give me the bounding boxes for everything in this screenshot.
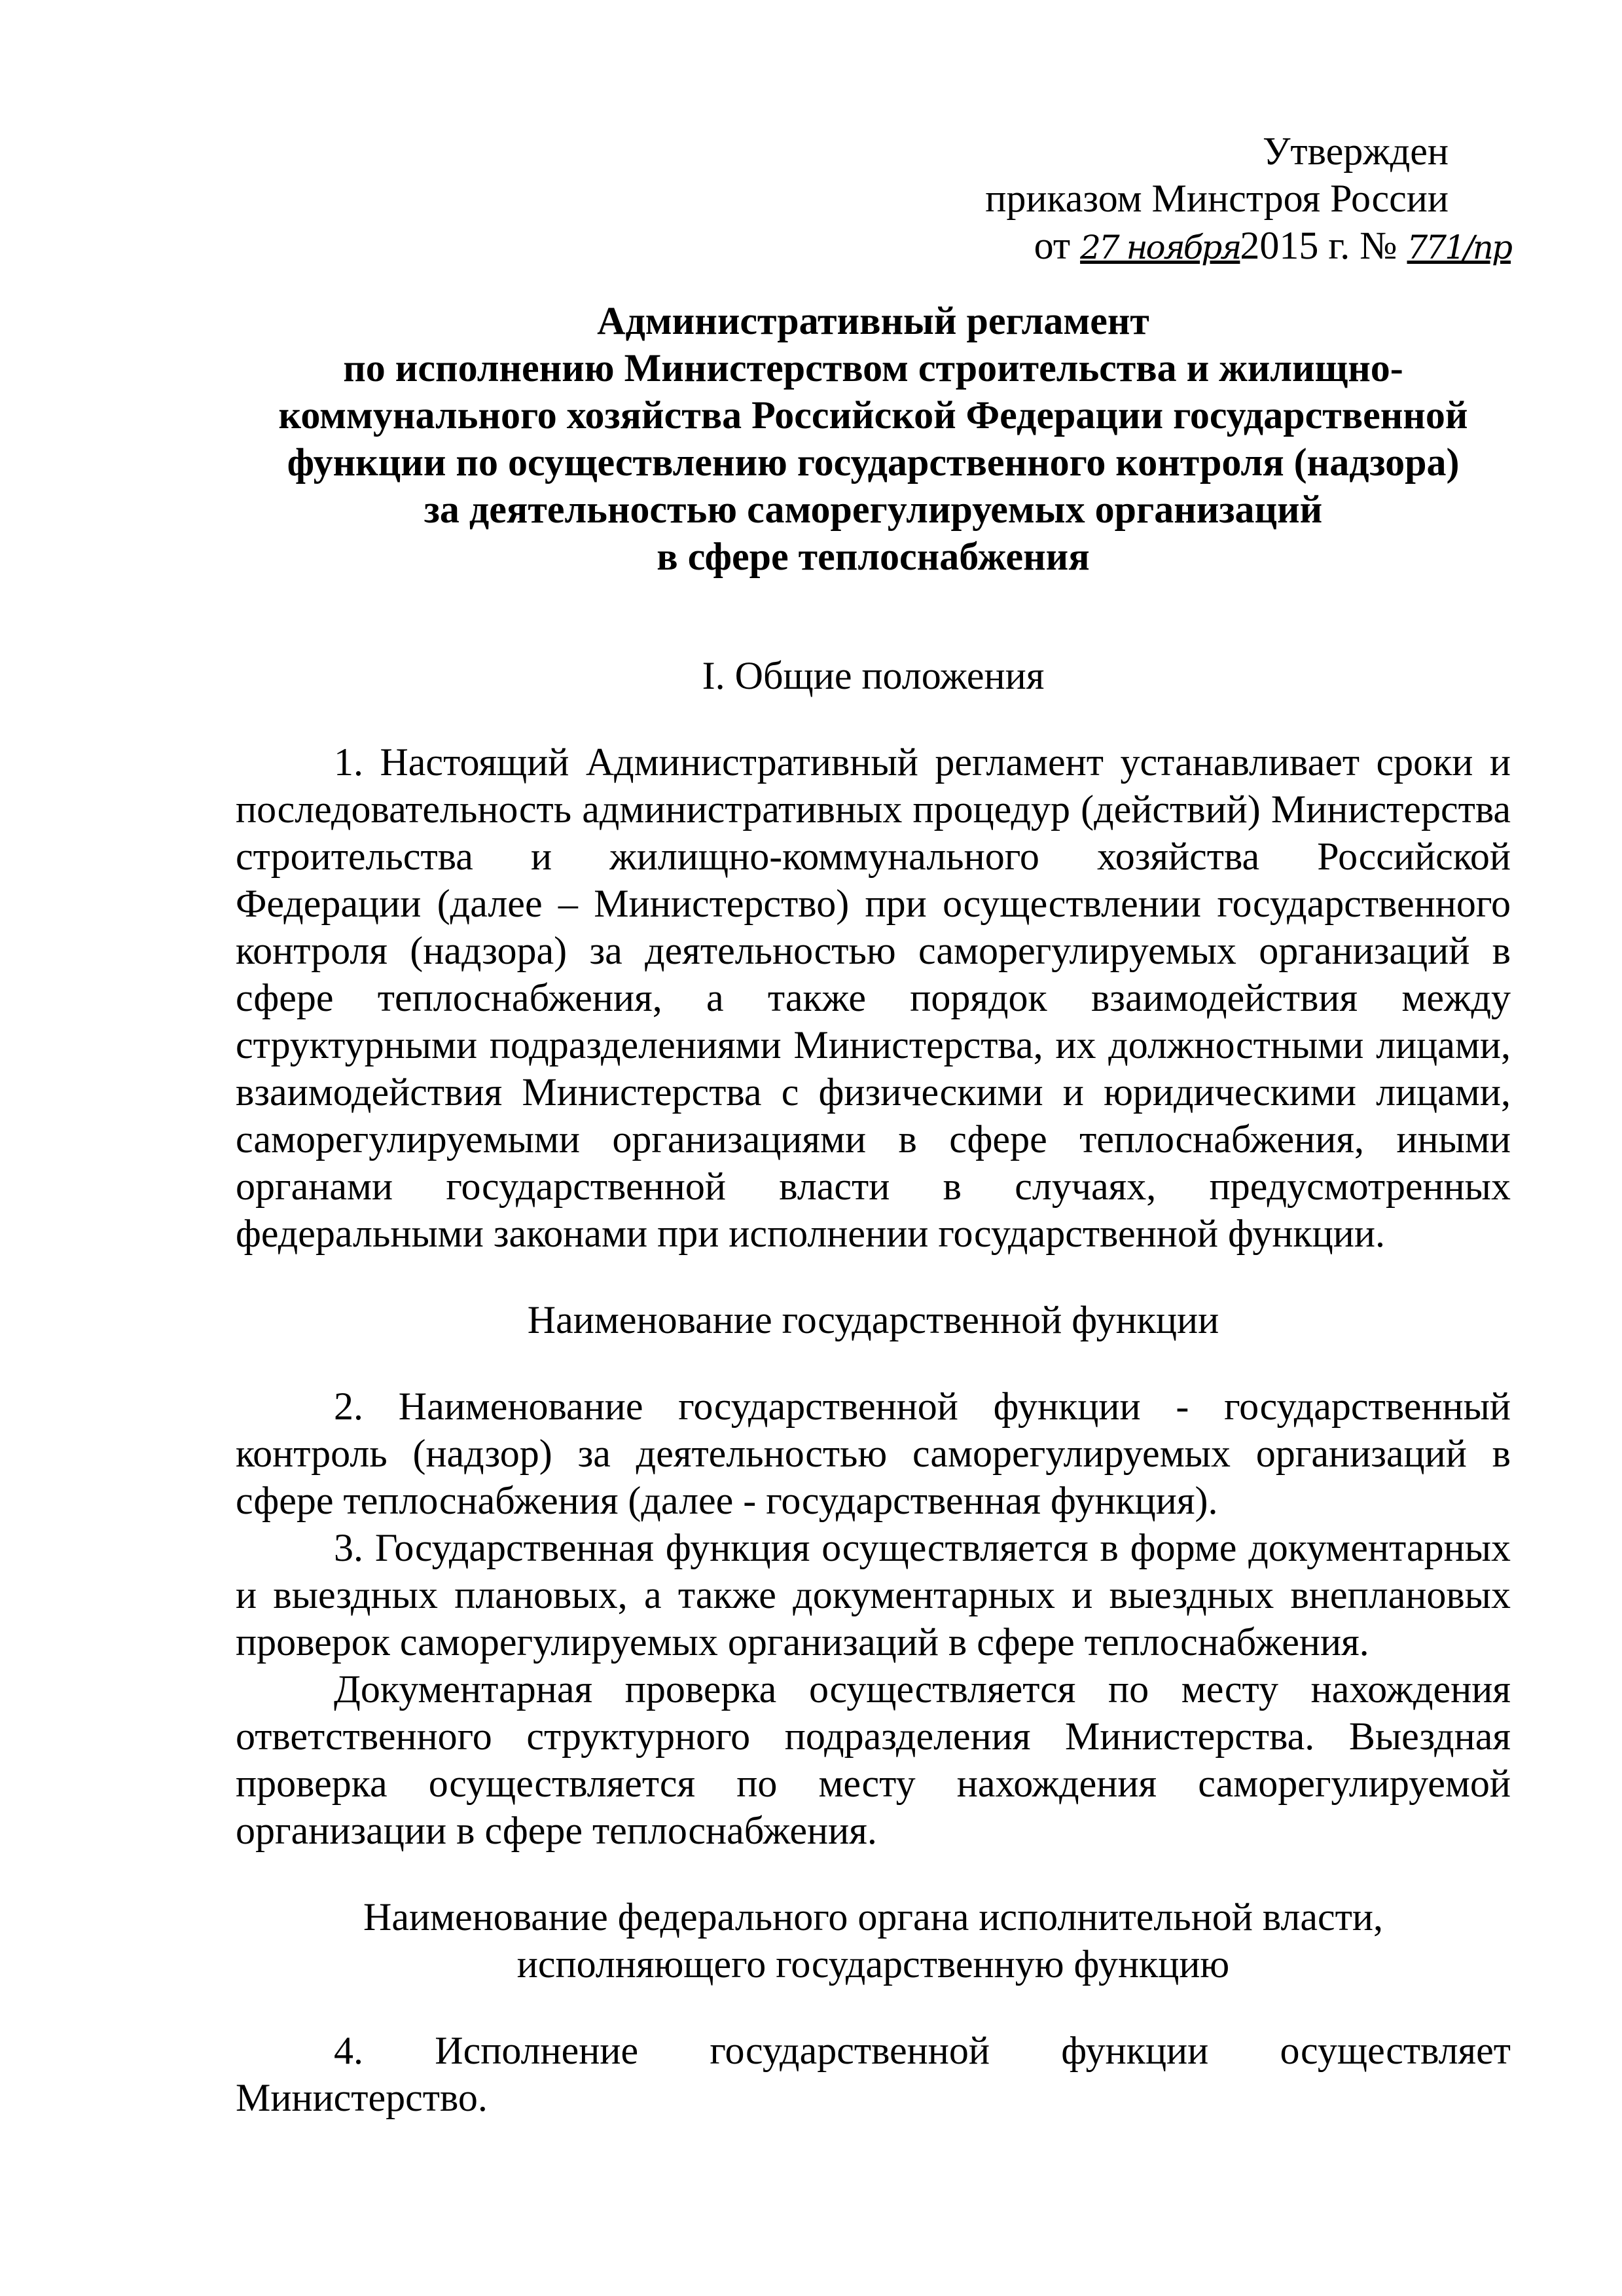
document-title	[236, 297, 1511, 580]
handwritten-number: 771/пр	[1407, 228, 1511, 266]
approval-line2: приказом Минстроя России	[985, 177, 1449, 220]
paragraph-3: 3. Государственная функция осуществляется в форме документарных и выездных плановых, а также документарных и выездных внеплановых проверок саморегулируемых организаций в сфере теплоснабжения.	[236, 1526, 1511, 1664]
paragraph-1: 1. Настоящий Административный регламент устанавливает сроки и последовательность административных процедур (действий) Министерства строительства и жилищно-коммунального хозяйства Российской Федерации (далее – Министерство) при осуществлении государственного контроля (надзора) за деятельностью саморегулируемых организаций в сфере теплоснабжения, а также порядок взаимодействия между структурными подразделениями Министерства, их должностными лицами, взаимодействия Министерства с физическими и юридическими лицами, саморегулируемыми организациями в сфере теплоснабжения, иными органами государственной власти в случаях, предусмотренных федеральными законами при исполнении государственной функции.	[236, 740, 1511, 1255]
paragraph-2: 2. Наименование государственной функции - государственный контроль (надзор) за деятельностью саморегулируемых организаций в сфере теплоснабжения (далее - государственная функция).	[236, 1385, 1511, 1522]
approval-line1: Утвержден	[1262, 130, 1449, 173]
handwritten-date: 27 ноября	[1080, 228, 1240, 266]
title-line: коммунального хозяйства Российской Федерации государственной	[278, 393, 1468, 437]
paragraph-3b: Документарная проверка осуществляется по месту нахождения ответственного структурного подразделения Министерства. Выездная проверка осуществляется по месту нахождения саморегулируемой организации в сфере теплоснабжения.	[236, 1667, 1511, 1852]
title-line: за деятельностью саморегулируемых организаций	[424, 488, 1323, 531]
heading-line: Наименование федерального органа исполнительной власти,	[363, 1895, 1383, 1939]
heading-function-name: Наименование государственной функции	[527, 1298, 1219, 1341]
title-line: по исполнению Министерством строительства и жилищно-	[343, 346, 1403, 390]
section-heading: I. Общие положения	[702, 654, 1045, 697]
paragraph-4: 4. Исполнение государственной функции осуществляет Министерство.	[236, 2029, 1511, 2119]
title-line: в сфере теплоснабжения	[657, 535, 1090, 578]
heading-line: исполняющего государственную функцию	[516, 1942, 1230, 1986]
title-line: функции по осуществлению государственного контроля (надзора)	[287, 441, 1460, 484]
heading-authority	[236, 1893, 1511, 1988]
paragraphs-2-3	[236, 1383, 1511, 1854]
approval-line3: от 27 ноября2015 г. № 771/пр	[1034, 224, 1511, 267]
title-line: Административный регламент	[597, 299, 1149, 342]
approval-stamp	[236, 128, 1511, 271]
